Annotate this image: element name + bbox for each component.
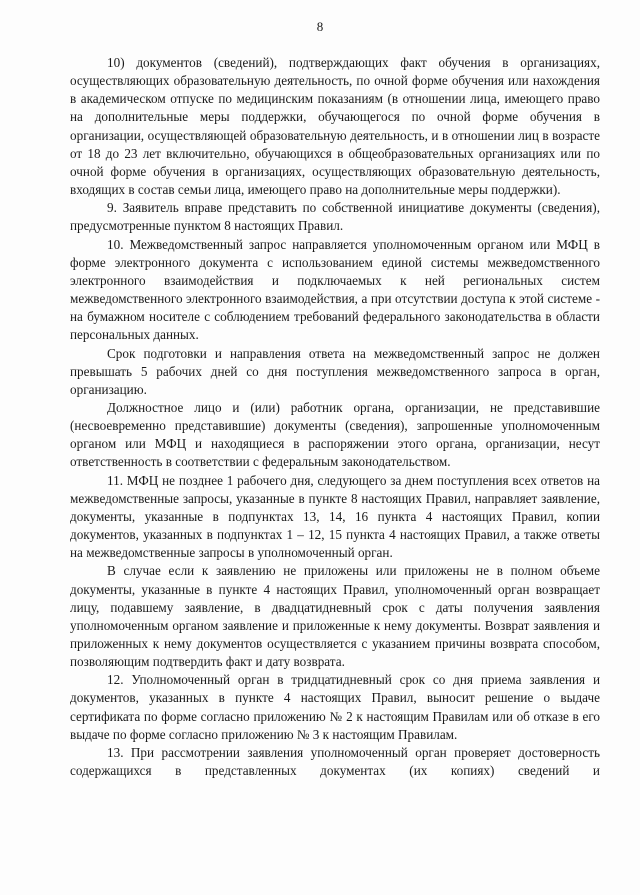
paragraph-response-deadline: Срок подготовки и направления ответа на межведомственный запрос не должен превышать 5 рабочих дней со дня поступления межведомственного запроса в орган, организацию. — [70, 345, 600, 397]
paragraph-responsibility: Должностное лицо и (или) работник органа, организации, не представившие (несвоевременно представившие) документы (сведения), запрошенные уполномоченным органом или МФЦ и находящиеся в распоряжении этого органа, организации, несут ответственность в соответствии с федеральным законодательством. — [70, 399, 600, 470]
paragraph-clause-13: 13. При рассмотрении заявления уполномоченный орган проверяет достоверность содержащихся в представленных документах (их копиях) сведений и — [70, 744, 600, 779]
paragraph-clause-12: 12. Уполномоченный орган в тридцатидневный срок со дня приема заявления и документов, указанных в пункте 4 настоящих Правил, выносит решение о выдаче сертификата по форме согласно приложению № 2 к настоящим Правилам или об отказе в его выдаче по форме согласно приложению № 3 к настоящим Правилам. — [70, 672, 600, 742]
paragraph-item-10-documents: 10) документов (сведений), подтверждающих факт обучения в организациях, осуществляющих образовательную деятельность, по очной форме обучения или нахождения в академическом отпуске по медицинским показаниям (в отношении лица, имеющего право на дополнительные меры поддержки, обучающегося по очной форме обучения в организации, осуществляющей образовательную деятельность, и в отношении лиц в возрасте от 18 до 23 лет включительно, обучающихся в общеобразовательных организациях или по очной форме обучения в организациях, осуществляющих образовательную деятельность, входящих в состав семьи лица, имеющего право на дополнительные меры поддержки). — [70, 55, 600, 198]
paragraph-return-of-application: В случае если к заявлению не приложены или приложены не в полном объеме документы, указанные в пункте 4 настоящих Правил, уполномоченный орган возвращает лицу, подавшему заявление, в двадцатидневный срок с даты получения заявления уполномоченным органом заявление и приложенные к нему документы. Возврат заявления и приложенных к нему документов осуществляется с указанием причины возврата способом, позволяющим подтвердить факт и дату возврата. — [70, 563, 600, 670]
paragraph-clause-9: 9. Заявитель вправе представить по собственной инициативе документы (сведения), предусмотренные пунктом 8 настоящих Правил. — [70, 200, 600, 234]
page-number: 8 — [316, 19, 324, 34]
paragraph-clause-11: 11. МФЦ не позднее 1 рабочего дня, следующего за днем поступления всех ответов на межведомственные запросы, указанные в пункте 8 настоящих Правил, направляет заявление, документы, указанные в подпунктах 13, 14, 16 пункта 4 настоящих Правил, копии документов, указанных в подпунктах 1 – 12, 15 пункта 4 настоящих Правил, а также ответы на межведомственные запросы в уполномоченный орган. — [70, 472, 600, 561]
paragraph-clause-10: 10. Межведомственный запрос направляется уполномоченным органом или МФЦ в форме электронного документа с использованием единой системы межведомственного электронного взаимодействия и подключаемых к ней региональных систем межведомственного электронного взаимодействия, а при отсутствии доступа к этой системе - на бумажном носителе с соблюдением требований федерального законодательства в области персональных данных. — [70, 236, 600, 343]
document-body — [70, 54, 600, 780]
